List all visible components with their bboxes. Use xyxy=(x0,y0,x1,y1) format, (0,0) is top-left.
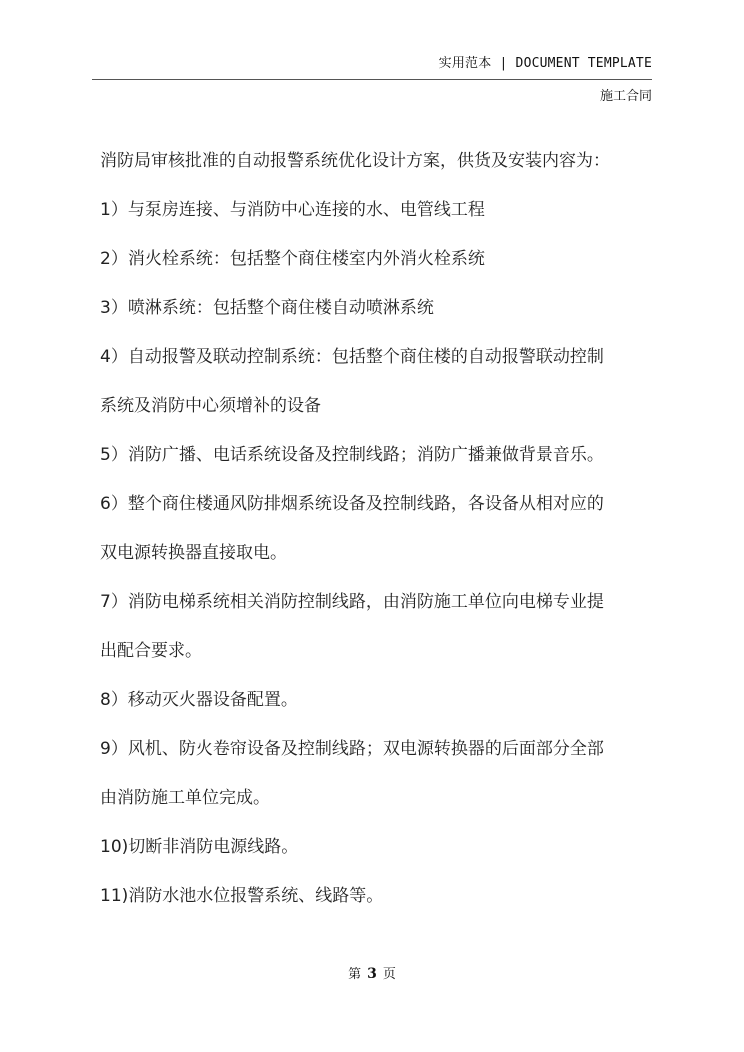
body-line: 3）喷淋系统：包括整个商住楼自动喷淋系统 xyxy=(100,298,434,318)
document-body xyxy=(100,137,660,921)
body-line: 7）消防电梯系统相关消防控制线路，由消防施工单位向电梯专业提 xyxy=(100,592,604,612)
body-line: 11)消防水池水位报警系统、线路等。 xyxy=(100,886,384,906)
body-line: 1）与泵房连接、与消防中心连接的水、电管线工程 xyxy=(100,200,485,220)
header-divider xyxy=(92,79,652,80)
page-number-suffix: 页 xyxy=(382,967,396,982)
page-footer xyxy=(0,963,744,982)
body-line: 6）整个商住楼通风防排烟系统设备及控制线路，各设备从相对应的 xyxy=(100,494,604,514)
body-line: 2）消火栓系统：包括整个商住楼室内外消火栓系统 xyxy=(100,249,485,269)
body-line: 系统及消防中心须增补的设备 xyxy=(100,396,321,416)
body-line: 9）风机、防火卷帘设备及控制线路；双电源转换器的后面部分全部 xyxy=(100,739,604,759)
header-subtitle: 施工合同 xyxy=(599,89,652,104)
page-number-prefix: 第 xyxy=(348,967,362,982)
body-line: 双电源转换器直接取电。 xyxy=(100,543,287,563)
header-title: 实用范本 | DOCUMENT TEMPLATE xyxy=(438,56,652,71)
body-line: 由消防施工单位完成。 xyxy=(100,788,270,808)
body-line: 出配合要求。 xyxy=(100,641,202,661)
body-line: 8）移动灭火器设备配置。 xyxy=(100,690,298,710)
page-number: 3 xyxy=(367,966,377,982)
body-line: 4）自动报警及联动控制系统：包括整个商住楼的自动报警联动控制 xyxy=(100,347,604,367)
body-line: 5）消防广播、电话系统设备及控制线路；消防广播兼做背景音乐。 xyxy=(100,445,604,465)
body-line: 10)切断非消防电源线路。 xyxy=(100,837,299,857)
body-line: 消防局审核批准的自动报警系统优化设计方案，供货及安装内容为： xyxy=(100,151,610,171)
